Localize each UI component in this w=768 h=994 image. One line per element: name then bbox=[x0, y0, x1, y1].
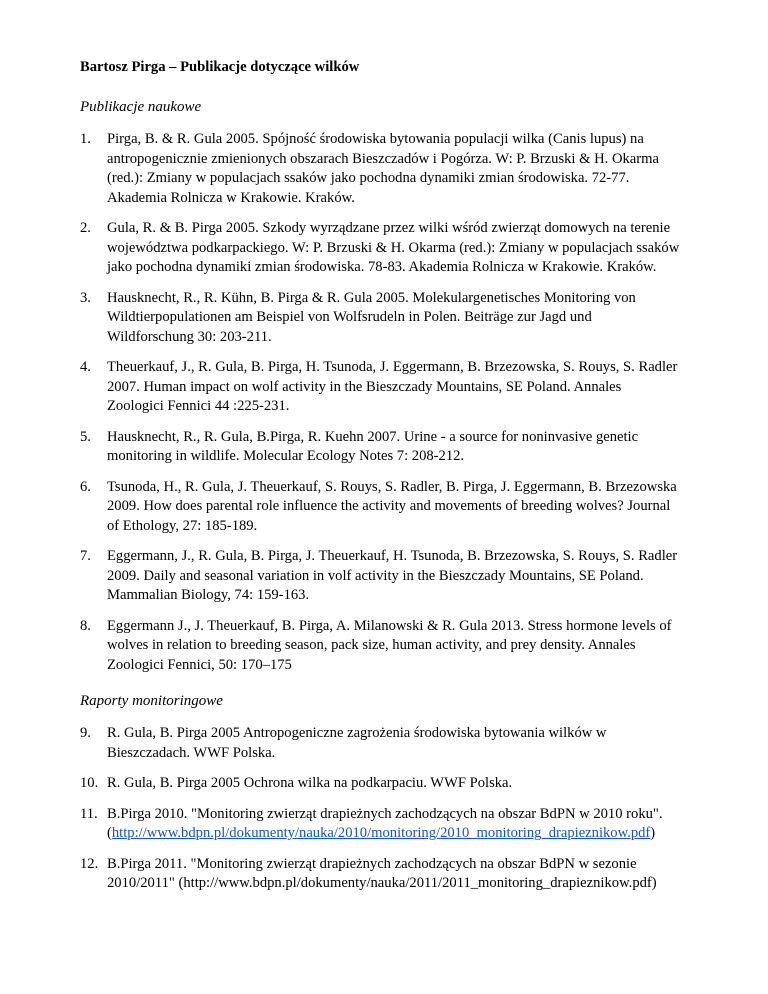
publication-item bbox=[80, 428, 680, 467]
item-number: 6. bbox=[80, 478, 91, 495]
report-link[interactable]: http://www.bdpn.pl/dokumenty/nauka/2010/monitoring/2010_monitoring_drapieznikow.pdf bbox=[111, 825, 651, 841]
item-text-after: ) bbox=[650, 825, 656, 841]
title-subtitle: Publikacje dotyczące wilków bbox=[180, 59, 360, 75]
item-number: 11. bbox=[80, 805, 98, 822]
item-text: Eggermann J., J. Theuerkauf, B. Pirga, A. Milanowski & R. Gula 2013. Stress hormone levels of wolves in relation to breeding season, pack size, human activity, and prey density. Annales Zoologici Fennici, 50: 170–175 bbox=[107, 617, 672, 673]
item-number: 12. bbox=[80, 855, 99, 872]
publication-item bbox=[80, 289, 680, 348]
item-text: Hausknecht, R., R. Gula, B.Pirga, R. Kuehn 2007. Urine - a source for noninvasive genetic monitoring in wildlife. Molecular Ecology Notes 7: 208-212. bbox=[107, 428, 639, 464]
item-number: 2. bbox=[80, 220, 91, 236]
report-item bbox=[80, 724, 680, 763]
document-title bbox=[80, 58, 680, 76]
publication-item bbox=[80, 219, 680, 278]
item-text: Hausknecht, R., R. Kühn, B. Pirga & R. Gula 2005. Molekulargenetisches Monitoring von Wildtierpopulationen am Beispiel von Wolfsrudeln in Polen. Beiträge zur Jagd und Wildforschung 30: 203-211. bbox=[107, 289, 636, 345]
item-number: 1. bbox=[80, 131, 91, 147]
title-author: Bartosz Pirga bbox=[80, 59, 166, 75]
report-item bbox=[80, 855, 680, 894]
section-heading-monitoring: Raporty monitoringowe bbox=[80, 693, 223, 709]
item-text: Eggermann, J., R. Gula, B. Pirga, J. Theuerkauf, H. Tsunoda, B. Brzezowska, S. Rouys, S. Radler 2009. Daily and seasonal variation in volf activity in the Bieszczady Mountains, SE Poland. Mammalian Biology, 74: 159-163. bbox=[107, 548, 678, 603]
publication-item bbox=[80, 547, 680, 606]
item-text: R. Gula, B. Pirga 2005 Antropogeniczne zagrożenia środowiska bytowania wilków w Bieszczadach. WWF Polska. bbox=[107, 725, 607, 761]
title-separator: – bbox=[169, 59, 177, 75]
item-number: 8. bbox=[80, 617, 91, 634]
item-number: 4. bbox=[80, 359, 91, 375]
item-text bbox=[107, 805, 680, 844]
item-number: 3. bbox=[80, 289, 91, 306]
item-text: Theuerkauf, J., R. Gula, B. Pirga, H. Tsunoda, J. Eggermann, B. Brzezowska, S. Rouys, S. Radler 2007. Human impact on wolf activity in the Bieszczady Mountains, SE Poland. Annales Zoologici Fennici 44 :225-231. bbox=[107, 359, 678, 414]
publication-item bbox=[80, 478, 680, 537]
item-number: 10. bbox=[80, 775, 99, 791]
publication-item bbox=[80, 130, 680, 208]
item-text: R. Gula, B. Pirga 2005 Ochrona wilka na podkarpaciu. WWF Polska. bbox=[107, 775, 513, 791]
item-number: 7. bbox=[80, 548, 91, 564]
item-number: 5. bbox=[80, 428, 91, 445]
section-heading-scientific: Publikacje naukowe bbox=[80, 99, 202, 115]
item-text-before: B.Pirga 2010. "Monitoring zwierząt drapieżnych zachodzących na obszar BdPN w 2010 roku".( bbox=[107, 805, 663, 841]
item-text: Gula, R. & B. Pirga 2005. Szkody wyrządzane przez wilki wśród zwierząt domowych na terenie województwa podkarpackiego. W: P. Brzuski & H. Okarma (red.): Zmiany w populacjach ssaków jako pochodna dynamiki zmian środowiska. 78-83. Akademia Rolnicza w Krakowie. Kraków. bbox=[107, 220, 680, 275]
publication-list-monitoring bbox=[80, 724, 680, 894]
item-text: Tsunoda, H., R. Gula, J. Theuerkauf, S. Rouys, S. Radler, B. Pirga, J. Eggermann, B. Brzezowska 2009. How does parental role influence the activity and movements of breeding wolves? Journal of Ethology, 27: 185-189. bbox=[107, 478, 677, 534]
item-text: Pirga, B. & R. Gula 2005. Spójność środowiska bytowania populacji wilka (Canis lupus) na antropogenicznie zmienionych obszarach Bieszczadów i Pogórza. W: P. Brzuski & H. Okarma (red.): Zmiany w populacjach ssaków jako pochodna dynamiki zmian środowiska. 72-77. Akademia Rolnicza w Krakowie. Kraków. bbox=[107, 131, 659, 206]
report-item bbox=[80, 805, 680, 844]
document-page bbox=[80, 58, 680, 905]
item-text: B.Pirga 2011. "Monitoring zwierząt drapieżnych zachodzących na obszar BdPN w sezonie 2010/2011" (http://www.bdpn.pl/dokumenty/nauka/2011/2011_monitoring_drapieznikow.pdf) bbox=[107, 855, 657, 891]
publication-item bbox=[80, 617, 680, 676]
item-number: 9. bbox=[80, 725, 91, 741]
publication-item bbox=[80, 358, 680, 417]
publication-list-scientific bbox=[80, 130, 680, 675]
report-item bbox=[80, 774, 680, 794]
